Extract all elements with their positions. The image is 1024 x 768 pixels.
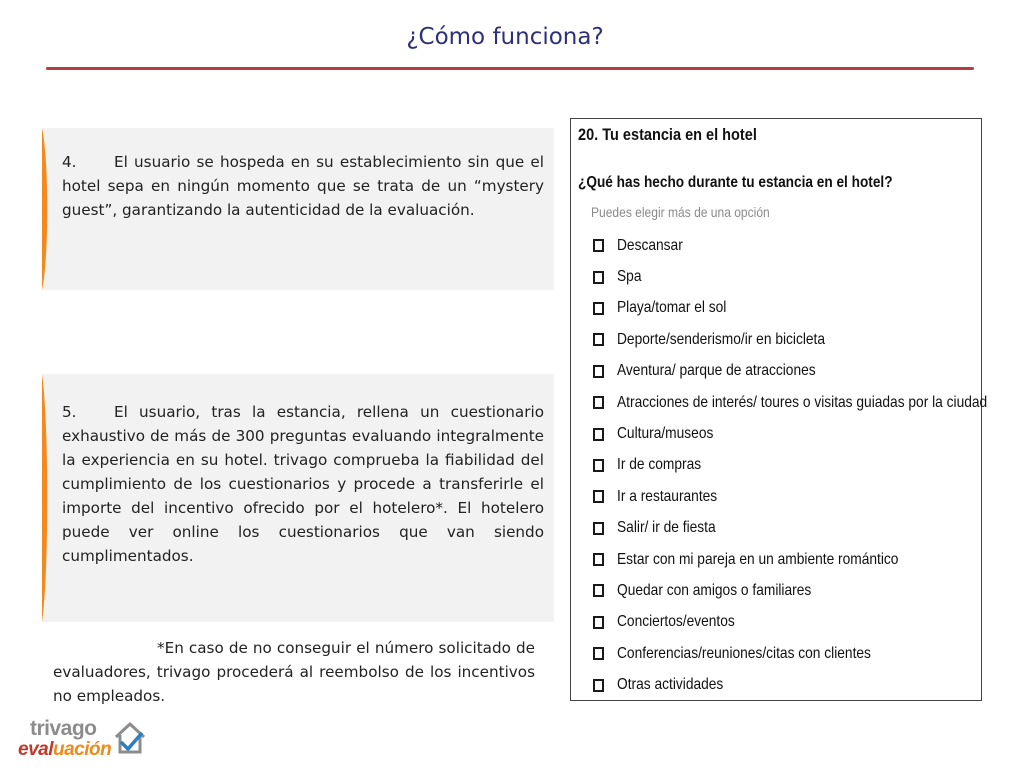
step-number: 5. (62, 403, 77, 421)
option-label: Ir a restaurantes (617, 487, 718, 505)
logo-product (18, 739, 111, 760)
step-card-4 (42, 128, 554, 290)
checkbox[interactable] (593, 333, 604, 346)
card-accent-bar (42, 128, 52, 290)
logo-product-suffix: uación (52, 739, 112, 760)
option-label: Salir/ ir de fiesta (617, 519, 716, 537)
survey-option[interactable] (593, 418, 983, 449)
survey-option[interactable] (593, 481, 983, 512)
survey-question: ¿Qué has hecho durante tu estancia en el hotel? (578, 174, 893, 191)
card-accent-bar (42, 374, 52, 622)
step-text (62, 150, 544, 222)
logo-brand: trivago (30, 717, 97, 740)
option-label: Atracciones de interés/ toures o visitas guiadas por la ciudad (617, 393, 988, 411)
survey-option[interactable] (593, 261, 983, 292)
option-label: Deporte/senderismo/ir en bicicleta (617, 330, 826, 348)
survey-option[interactable] (593, 324, 983, 355)
survey-option[interactable] (593, 356, 983, 387)
survey-hint: Puedes elegir más de una opción (591, 204, 770, 220)
survey-option[interactable] (593, 513, 983, 544)
option-label: Quedar con amigos o familiares (617, 581, 812, 599)
checkbox[interactable] (593, 647, 604, 660)
option-label: Conferencias/reuniones/citas con clientes (617, 644, 871, 662)
survey-option[interactable] (593, 230, 983, 261)
survey-option[interactable] (593, 575, 983, 606)
option-label: Cultura/museos (617, 425, 714, 443)
checkbox[interactable] (593, 616, 604, 629)
checkbox[interactable] (593, 584, 604, 597)
option-label: Estar con mi pareja en un ambiente romántico (617, 550, 899, 568)
survey-option[interactable] (593, 544, 983, 575)
option-label: Otras actividades (617, 676, 724, 694)
survey-section-title: 20. Tu estancia en el hotel (578, 126, 757, 144)
checkbox[interactable] (593, 239, 604, 252)
survey-option[interactable] (593, 293, 983, 324)
step-number: 4. (62, 153, 77, 171)
survey-option[interactable] (593, 450, 983, 481)
survey-options (593, 230, 988, 701)
option-label: Spa (617, 268, 642, 286)
checkbox[interactable] (593, 365, 604, 378)
logo-product-prefix: eval (18, 739, 53, 760)
checkbox[interactable] (593, 490, 604, 503)
checkbox[interactable] (593, 459, 604, 472)
checkbox[interactable] (593, 396, 604, 409)
step-description: El usuario se hospeda en su establecimiento sin que el hotel sepa en ningún momento que se trata de un “mystery guest”, garantizando la autenticidad de la evaluación. (62, 153, 544, 219)
checkbox[interactable] (593, 522, 604, 535)
survey-option[interactable] (593, 669, 983, 700)
option-label: Conciertos/eventos (617, 613, 735, 631)
checkbox[interactable] (593, 271, 604, 284)
survey-option[interactable] (593, 387, 988, 418)
checkbox[interactable] (593, 553, 604, 566)
option-label: Playa/tomar el sol (617, 299, 727, 317)
option-label: Aventura/ parque de atracciones (617, 362, 816, 380)
option-label: Ir de compras (617, 456, 702, 474)
title-divider (46, 67, 974, 70)
checkbox[interactable] (593, 302, 604, 315)
survey-question-panel (570, 118, 988, 701)
step-card-5 (42, 374, 554, 622)
trivago-evaluacion-logo (18, 714, 148, 762)
step-description: El usuario, tras la estancia, rellena un cuestionario exhaustivo de más de 300 preguntas evaluando integralmente la experiencia en su hotel. trivago comprueba la fiabilidad del cumplimiento de los cuestionarios y procede a transferirle el importe del incentivo ofrecido por el hotelero*. El hotelero puede ver online los cuestionarios que van siendo cumplimentados. (62, 403, 544, 565)
checkbox[interactable] (593, 679, 604, 692)
checkbox[interactable] (593, 428, 604, 441)
option-label: Descansar (617, 236, 683, 254)
step-text (62, 400, 544, 568)
survey-option[interactable] (593, 607, 983, 638)
house-check-icon (116, 724, 144, 752)
survey-option[interactable] (593, 638, 983, 669)
page-title: ¿Cómo funciona? (406, 24, 604, 50)
footnote: *En caso de no conseguir el número solicitado de evaluadores, trivago procederá al reembolso de los incentivos no empleados. (53, 639, 535, 705)
